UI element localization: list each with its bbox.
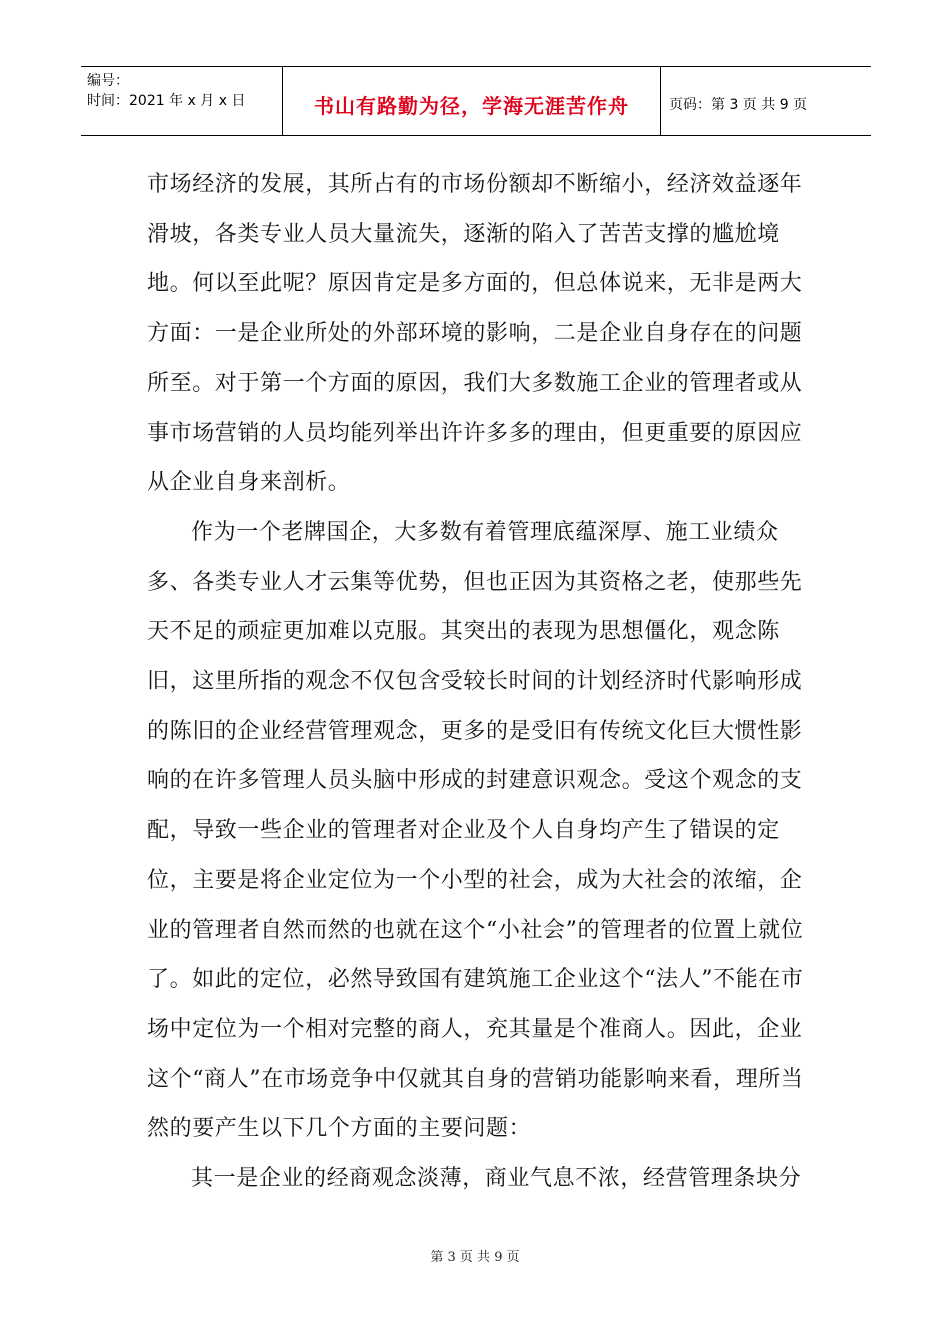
header-page-cell bbox=[661, 67, 871, 135]
document-date-label: 时间：2021 年 x 月 x 日 bbox=[87, 93, 246, 109]
page-header bbox=[81, 66, 871, 136]
body-paragraph: 作为一个老牌国企，大多数有着管理底蕴深厚、施工业绩众多、各类专业人才云集等优势，但也正因为其资格之老，使那些先天不足的顽症更加难以克服。其突出的表现为思想僵化，观念陈旧，这里所指的观念不仅包含受较长时间的计划经济时代影响形成的陈旧的企业经营管理观念，更多的是受旧有传统文化巨大惯性影响的在许多管理人员头脑中形成的封建意识观念。受这个观念的支配，导致一些企业的管理者对企业及个人自身均产生了错误的定位，主要是将企业定位为一个小型的社会，成为大社会的浓缩，企业的管理者自然而然的也就在这个“小社会”的管理者的位置上就位了。如此的定位，必然导致国有建筑施工企业这个“法人”不能在市场中定位为一个相对完整的商人，充其量是个准商人。因此，企业这个“商人”在市场竞争中仅就其自身的营销功能影响来看，理所当然的要产生以下几个方面的主要问题： bbox=[147, 519, 804, 1142]
document-body bbox=[147, 160, 807, 1204]
header-motto-cell bbox=[283, 67, 661, 135]
page-footer: 第 3 页 共 9 页 bbox=[430, 1250, 520, 1265]
header-meta-cell bbox=[81, 67, 283, 135]
body-paragraph: 其一是企业的经商观念淡薄，商业气息不浓，经营管理条块分 bbox=[191, 1166, 802, 1192]
header-page-info: 页码：第 3 页 共 9 页 bbox=[669, 97, 808, 113]
body-paragraph: 市场经济的发展，其所占有的市场份额却不断缩小，经济效益逐年滑坡，各类专业人员大量流失，逐渐的陷入了苦苦支撑的尴尬境地。何以至此呢？原因肯定是多方面的，但总体说来，无非是两大方面：一是企业所处的外部环境的影响，二是企业自身存在的问题所至。对于第一个方面的原因，我们大多数施工企业的管理者或从事市场营销的人员均能列举出许许多多的理由，但更重要的原因应从企业自身来剖析。 bbox=[147, 172, 803, 496]
header-motto: 书山有路勤为径，学海无涯苦作舟 bbox=[314, 93, 629, 118]
document-number-label: 编号： bbox=[87, 73, 129, 89]
